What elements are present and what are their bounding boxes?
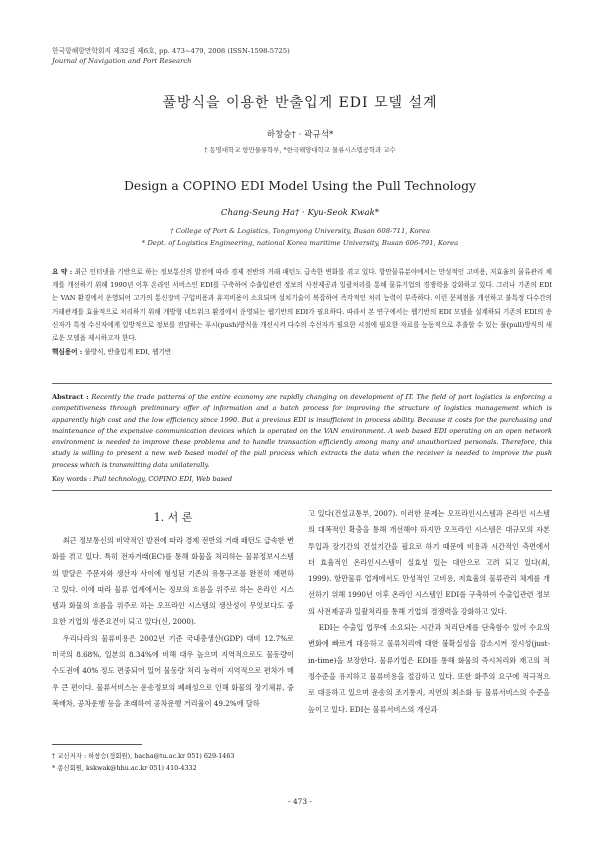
keywords-korean xyxy=(52,346,552,356)
footnote-coauthor: * 종신회원, kskwak@hhu.ac.kr 051) 410-4332 xyxy=(52,764,197,772)
authors-korean: 하창승† · 곽규석* xyxy=(266,130,334,140)
footnote-divider xyxy=(52,744,142,745)
journal-name-en: Journal of Navigation and Port Research xyxy=(52,57,192,65)
affiliation-english xyxy=(0,225,600,249)
footnote-corresponding-author: † 교신저자 : 하창승(정회원), hacha@tu.ac.kr 051) 629-1463 xyxy=(52,752,235,760)
affiliation-english-2: * Dept. of Logistics Engineering, national Korea maritime University, Busan 606-791, Korea xyxy=(141,239,459,247)
footnotes xyxy=(52,750,294,774)
left-column xyxy=(52,533,294,712)
affiliation-korean: † 동명대학교 항만물류학부, *한국해양대학교 물류시스템공학과 교수 xyxy=(204,146,396,154)
affiliation-english-1: † College of Port & Logistics, Tongmyong University, Busan 608-711, Korea xyxy=(170,227,430,235)
right-paragraph-2: EDI는 수출입 업무에 소요되는 시간과 처리단계를 단축함수 있어 수요의 변화에 빠르게 대응하고 물류처리에 대한 불확실성을 감소시켜 정시성(just-in-time)을 보장한다. 물류기업은 EDI를 통해 화물의 즉시처리와 재고의 적정수준을 유지하고 물류비용을 절감하고 있다. 또한 화주의 요구에 적극적으로 대응하고 있으며 운송의 조기통지, 지연의 최소화 등 물류서비스의 수준을 높이고 있다. EDI는 물류서비스의 개선과 xyxy=(308,623,550,714)
journal-info-kr: 한국항해항만학회지 제32권 제6호, pp. 473~479, 2008 (ISSN-1598-5725) xyxy=(52,47,290,55)
right-paragraph-1: 고 있다(건설교통부, 2007). 이러한 문제는 오프라인시스템과 온라인 시스템의 대폭적인 확충을 통해 개선해야 하지만 오프라인 시스템은 대규모의 자본투입과 장기간의 건설기간을 필요로 하기 때문에 비용과 시간적인 측면에서 더 효율적인 온라인시스템이 실효성 있는 대안으로 고려 되고 있다(최, 1999). 항만물류 업계에서도 만성적인 고비용, 저효율의 물류관리 체계를 개선하기 위해 1990년 이후 온라인 시스템인 EDI를 구축하여 수출입관련 정보의 사전제공과 일괄처리를 통해 기업의 경쟁력을 강화하고 있다. xyxy=(308,509,550,616)
abstract-divider xyxy=(52,383,552,384)
keywords-english-text: Pull technology, COPINO EDI, Web based xyxy=(93,475,233,483)
keywords-english xyxy=(52,475,552,483)
keywords-korean-label: 핵심용어 : xyxy=(52,348,83,356)
abstract-english-label: Abstract : xyxy=(52,393,89,401)
left-paragraph-2: 우리나라의 물류비용은 2002년 기준 국내총생산(GDP) 대비 12.7%로 미국의 8.68%, 일본의 8.34%에 비해 대우 높으며 지역적으로도 물동량이 수도권에 40% 정도 편중되어 있어 물동량 처리 능력이 지역적으로 편차가 매우 큰 편이다. 물류서비스는 운송정보의 폐쇄성으로 인해 화물의 장기체류, 중복배차, 공차운행 등을 초래하여 공차운행 거리율이 49.2%에 달하 xyxy=(52,633,294,708)
abstract-korean-text: 최근 인터넷을 기반으로 하는 정보통신의 발전에 따라 경제 전반의 거래 패턴도 급속한 변화를 겪고 있다. 항만물류분야에서는 만성적인 고비용, 저효율의 물류관리 체계를 개선하기 위해 1990년 이후 온라인 서비스인 EDI를 구축하여 수출입관련 정보의 사전제공과 일괄처리를 통해 물류기업의 경쟁력을 강화하고 있다. 그러나 기존의 EDI는 VAN 환경에서 운영되어 고가의 통신장비 구입비용과 유지비용이 소요되며 설치기술이 복잡하여 즉각적인 처리 능력이 부족하다. 이런 문제점을 개선하고 불특정 다수간의 거래관계를 효율적으로 처리하기 위해 개방형 네트워크 환경에서 운영되는 웹기반의 EDI가 필요하다. 따라서 본 연구에서는 웹기반의 EDI 모델을 설계하되 기존의 EDI의 송신자가 특정 수신자에게 일방적으로 정보를 전달하는 푸시(push)방식을 개선시켜 다수의 수신자가 필요한 시점에 필요한 자료를 능동적으로 추출할 수 있는 풀(pull)방식의 새로운 모델을 제시하고자 한다. xyxy=(52,268,552,343)
title-english: Design a COPINO EDI Model Using the Pull Technology xyxy=(123,178,477,193)
right-column xyxy=(308,506,550,718)
page-number: - 473 - xyxy=(288,797,312,806)
authors-english: Chang-Seung Ha† · Kyu-Seok Kwak* xyxy=(220,208,380,218)
abstract-english-text: Recently the trade patterns of the entire economy are rapidly changing on development of IT. The field of port logistics is enforcing a competitiveness through preliminary offer of information and a batch process for improving the structure of logistics management which is apparently high cost and the low efficiency since 1990. But a previous EDI is insufficient in process ability. Because it costs for the purchasing and maintenance of the expensive communication devices which is operated on the VAN environment. A web based EDI operating on an open network environment is needed to improve these problems and to handle transaction efficiently among many and unauthorized personals. Therefore, this study is willing to present a new web based model of the pull process which extracts the data when the receiver is needed to improve the push process which is transmitting data unilaterally. xyxy=(52,393,552,469)
keywords-korean-text: 풀방식, 반출입게 EDI, 웹기반 xyxy=(84,348,172,356)
section-title-introduction: 1. 서 론 xyxy=(153,511,193,524)
abstract-english xyxy=(52,392,552,471)
abstract-korean-label: 요 약 : xyxy=(52,268,73,276)
left-paragraph-1: 최근 정보통신의 비약적인 발전에 따라 경제 전반의 거래 패턴도 급속한 변화를 겪고 있다. 특히 전자거래(EC)를 통해 화물을 처리하는 물류정보시스템의 발달은 주문자와 생산자 사이에 형성된 기존의 유통구조를 완전히 재편하고 있다. 이에 따라 물류 업계에서는 정보의 흐름을 위주로 하는 온라인 시스템과 화물의 흐름을 위주로 하는 오프라인 시스템의 생산성이 무엇보다도 중요한 기업의 생존요건이 되고 있다(신, 2000). xyxy=(52,536,294,627)
abstract-korean xyxy=(52,266,552,345)
keywords-english-label: Key words : xyxy=(52,475,92,483)
keywords-divider xyxy=(52,490,552,491)
title-korean: 풀방식을 이용한 반출입게 EDI 모델 설계 xyxy=(162,95,438,111)
journal-header xyxy=(52,46,290,66)
